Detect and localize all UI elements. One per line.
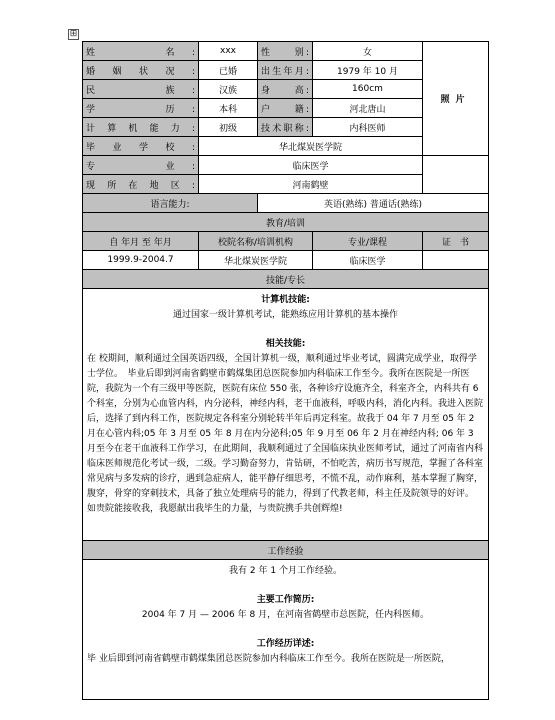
work-body-row	[83, 560, 489, 700]
birth-value: 1979 年 10 月	[313, 61, 423, 80]
height-value: 160cm	[313, 80, 423, 99]
location-value: 河南鹤壁	[199, 175, 423, 194]
computer-skills-text: 通过国家一级计算机考试，能熟练应用计算机的基本操作	[173, 310, 399, 320]
edu-period: 1999.9-2004.7	[83, 251, 199, 270]
major-value: 临床医学	[199, 156, 423, 175]
title-value: 内科医师	[313, 118, 423, 137]
language-value: 英语(熟练) 普通话(熟练)	[258, 194, 489, 213]
computer-label: 计算机能力:	[83, 118, 199, 137]
edu-label: 学 历:	[83, 99, 199, 118]
school-label: 毕业学校:	[83, 137, 199, 156]
title-label: 技术职称:	[258, 118, 313, 137]
row-major	[83, 156, 489, 175]
work-detail-text: 毕 业后即到河南省鹤壁市鹤煤集团总医院参加内科临床工作至今。我所在医院是一所医院，	[87, 654, 450, 664]
photo-extension	[423, 156, 489, 175]
col-major: 专业/课程	[313, 232, 423, 251]
col-cert: 证 书	[423, 232, 489, 251]
edu-value: 本科	[199, 99, 258, 118]
ethnic-label: 民 族:	[83, 80, 199, 99]
row-name	[83, 42, 489, 61]
birth-label: 出生年月:	[258, 61, 313, 80]
ethnic-value: 汉族	[199, 80, 258, 99]
computer-value: 初级	[199, 118, 258, 137]
row-language	[83, 194, 489, 213]
education-section-header	[83, 213, 489, 232]
name-label: 姓 名:	[83, 42, 199, 61]
gender-label: 性 别:	[258, 42, 313, 61]
edu-school: 华北煤炭医学院	[199, 251, 313, 270]
col-school: 校院名称/培训机构	[199, 232, 313, 251]
photo-placeholder: 照片	[423, 42, 489, 156]
height-label: 身 高:	[258, 80, 313, 99]
related-skills-title: 相关技能:	[265, 339, 306, 349]
work-summary: 我有 2 年 1 个月工作经验。	[229, 566, 342, 576]
photo-extension-end	[423, 175, 489, 194]
education-header: 教育/培训	[83, 213, 489, 232]
skills-header: 技能/专长	[83, 270, 489, 289]
marital-value: 已婚	[199, 61, 258, 80]
name-value: xxx	[199, 42, 258, 61]
table-move-handle-icon[interactable]: ⊞	[69, 29, 78, 39]
edu-cert	[423, 251, 489, 270]
work-body	[83, 560, 489, 700]
skills-body-row	[83, 289, 489, 541]
table-row	[83, 251, 489, 270]
work-header: 工作经验	[83, 541, 489, 560]
col-period: 自 年月 至 年月	[83, 232, 199, 251]
marital-label: 婚姻状况:	[83, 61, 199, 80]
skills-body	[83, 289, 489, 541]
language-label: 语言能力:	[83, 194, 258, 213]
work-section-header	[83, 541, 489, 560]
resume-table	[82, 41, 489, 700]
edu-major: 临床医学	[313, 251, 423, 270]
hukou-label: 户 籍:	[258, 99, 313, 118]
row-location	[83, 175, 489, 194]
skills-section-header	[83, 270, 489, 289]
major-label: 专 业:	[83, 156, 199, 175]
computer-skills-title: 计算机技能:	[261, 295, 310, 305]
gender-value: 女	[313, 42, 423, 61]
education-column-headers	[83, 232, 489, 251]
school-value: 华北煤炭医学院	[199, 137, 423, 156]
work-history-title: 主要工作简历:	[256, 595, 315, 605]
related-skills-text: 在 校期间，顺利通过全国英语四级，全国计算机一级，顺利通过毕业考试，圆满完成学业，取得学士学位。 毕业后即到河南省鹤壁市鹤煤集团总医院参加内科临床工作至今。我所在医院是一所医院，我院为一个有三级甲等医院，医院有床位 550 张，各种诊疗设施齐全，科室齐全，内科共有 6 个科室，分别为心血管内科，内分泌科，神经内科，老干血液科，呼吸内科，消化内科。我进入医院后，选择了到内科工作，医院规定各科室分别轮转半年后再定科室。故我于 04 年 7 月至 05 年 2 月在心管内科;05 年 3 月至 05 年 8 月在内分泌科;05 年 9 月至 06 年 2 月在神经内科; 06 年 3 月至今在老干血液科工作学习，在此期间，我顺利通过了全国临床执业医师考试，通过了河南省内科临床医师规范化考试一级，二级。学习勤奋努力，肯钻研，不怕吃苦，病历书写规范，掌握了各科室常见病与多发病的诊疗，遇到急症病人，能平静仔细思考，不慌不乱，动作麻利，基本掌握了胸穿，腹穿，骨穿的穿刺技术，具备了独立处理病号的能力，得到了代教老师，科主任及院领导的好评。 如贵院能接收我，我愿献出我毕生的力量，与贵院携手共创辉煌!	[87, 354, 484, 514]
location-label: 现所在地区:	[83, 175, 199, 194]
hukou-value: 河北唐山	[313, 99, 423, 118]
work-history-text: 2004 年 7 月 — 2006 年 8 月，在河南省鹤壁市总医院，任内科医师。	[141, 610, 430, 620]
work-detail-title: 工作经历详述:	[256, 639, 315, 649]
